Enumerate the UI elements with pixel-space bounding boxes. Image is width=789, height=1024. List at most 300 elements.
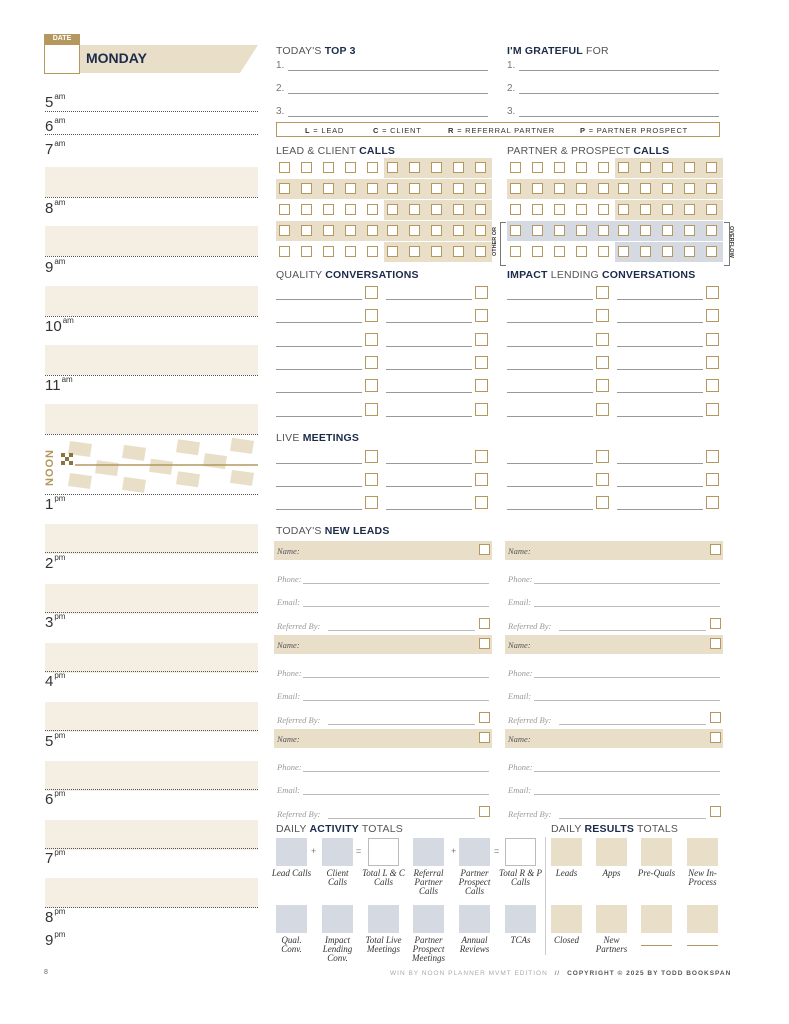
call-checkbox[interactable] — [554, 246, 565, 257]
call-checkbox[interactable] — [554, 162, 565, 173]
call-checkbox[interactable] — [409, 183, 420, 194]
call-checkbox[interactable] — [706, 225, 717, 236]
lead-phone-label: Phone: — [508, 668, 533, 678]
call-checkbox[interactable] — [323, 246, 334, 257]
lead-phone-line[interactable] — [534, 583, 720, 584]
lead-phone-line[interactable] — [534, 677, 720, 678]
call-checkbox[interactable] — [453, 183, 464, 194]
conversation-checkbox[interactable] — [706, 309, 719, 322]
call-checkbox[interactable] — [618, 225, 629, 236]
conversation-checkbox[interactable] — [596, 379, 609, 392]
conversation-line[interactable] — [386, 322, 472, 323]
conversation-line[interactable] — [276, 463, 362, 464]
call-checkbox[interactable] — [301, 162, 312, 173]
conversation-checkbox[interactable] — [365, 333, 378, 346]
call-checkbox[interactable] — [431, 162, 442, 173]
call-checkbox[interactable] — [532, 183, 543, 194]
call-checkbox[interactable] — [640, 162, 651, 173]
conversation-checkbox[interactable] — [706, 356, 719, 369]
call-checkbox[interactable] — [510, 204, 521, 215]
call-checkbox[interactable] — [640, 225, 651, 236]
conversation-checkbox[interactable] — [365, 286, 378, 299]
call-checkbox[interactable] — [409, 162, 420, 173]
time-divider — [45, 434, 258, 435]
hour-label: $7^{pm}$ — [45, 848, 66, 867]
call-checkbox[interactable] — [367, 204, 378, 215]
call-checkbox[interactable] — [618, 246, 629, 257]
lead-name-label: Name: — [277, 734, 300, 744]
lead-phone-line[interactable] — [303, 583, 489, 584]
activity-total-label: Impact Lending Conv. — [322, 935, 353, 963]
grateful-item-line[interactable] — [519, 116, 719, 117]
activity-total-box[interactable] — [368, 838, 399, 866]
call-checkbox[interactable] — [367, 183, 378, 194]
call-checkbox[interactable] — [532, 162, 543, 173]
call-checkbox[interactable] — [618, 204, 629, 215]
hour-label: $11^{am}$ — [45, 375, 73, 394]
top3-item-number: 3. — [276, 106, 285, 117]
conversation-line[interactable] — [617, 299, 703, 300]
lead-name-label: Name: — [508, 546, 531, 556]
lead-email-line[interactable] — [303, 700, 489, 701]
conversation-checkbox[interactable] — [475, 473, 488, 486]
lead-name-label: Name: — [277, 640, 300, 650]
lead-referred-checkbox[interactable] — [710, 618, 721, 629]
call-checkbox[interactable] — [662, 162, 673, 173]
impact-conversations-heading: IMPACT LENDING CONVERSATIONS — [507, 269, 696, 281]
conversation-line[interactable] — [617, 509, 703, 510]
conversation-checkbox[interactable] — [706, 333, 719, 346]
lead-referred-checkbox[interactable] — [479, 806, 490, 817]
lead-referred-label: Referred By: — [277, 809, 321, 819]
top3-item-number: 2. — [276, 83, 285, 94]
lead-name-row[interactable] — [505, 635, 723, 654]
result-total-box[interactable] — [641, 905, 672, 933]
call-checkbox[interactable] — [554, 183, 565, 194]
conversation-checkbox[interactable] — [365, 496, 378, 509]
live-meetings-heading: LIVE MEETINGS — [276, 432, 360, 444]
new-leads-heading: TODAY'S NEW LEADS — [276, 525, 390, 537]
lead-phone-label: Phone: — [277, 574, 302, 584]
conversation-checkbox[interactable] — [706, 403, 719, 416]
call-checkbox[interactable] — [706, 162, 717, 173]
activity-total-box[interactable] — [459, 838, 490, 866]
call-checkbox[interactable] — [684, 162, 695, 173]
conversation-checkbox[interactable] — [596, 356, 609, 369]
footer — [390, 970, 731, 977]
call-checkbox[interactable] — [640, 183, 651, 194]
lead-name-checkbox[interactable] — [479, 732, 490, 743]
hour-label: $5^{pm}$ — [45, 731, 66, 750]
call-checkbox[interactable] — [475, 204, 486, 215]
conversation-line[interactable] — [386, 346, 472, 347]
lead-email-label: Email: — [277, 785, 301, 795]
call-checkbox[interactable] — [576, 225, 587, 236]
result-total-box[interactable] — [596, 838, 627, 866]
schedule-block[interactable] — [45, 167, 258, 197]
conversation-line[interactable] — [276, 322, 362, 323]
conversation-line[interactable] — [507, 416, 593, 417]
hour-label: $8^{am}$ — [45, 198, 66, 217]
activity-total-label: Partner Prospect Calls — [458, 868, 491, 896]
result-total-box[interactable] — [596, 905, 627, 933]
conversation-checkbox[interactable] — [475, 403, 488, 416]
activity-total-box[interactable] — [413, 905, 444, 933]
call-checkbox[interactable] — [576, 162, 587, 173]
call-checkbox[interactable] — [662, 204, 673, 215]
lead-name-row[interactable] — [274, 541, 492, 560]
call-checkbox[interactable] — [640, 204, 651, 215]
result-total-box[interactable] — [687, 905, 718, 933]
activity-total-label: Client Calls — [326, 868, 349, 887]
conversation-checkbox[interactable] — [706, 450, 719, 463]
hour-label: $2^{pm}$ — [45, 553, 66, 572]
conversation-checkbox[interactable] — [706, 496, 719, 509]
schedule-block[interactable] — [45, 878, 258, 908]
lead-email-line[interactable] — [303, 606, 489, 607]
conversation-line[interactable] — [507, 463, 593, 464]
lead-name-row[interactable] — [505, 729, 723, 748]
conversation-checkbox[interactable] — [475, 450, 488, 463]
conversation-line[interactable] — [276, 299, 362, 300]
activity-total-box[interactable] — [459, 905, 490, 933]
activity-total-box[interactable] — [322, 838, 353, 866]
call-checkbox[interactable] — [387, 204, 398, 215]
call-checkbox[interactable] — [323, 162, 334, 173]
result-total-box[interactable] — [551, 838, 582, 866]
schedule-block[interactable] — [45, 524, 258, 554]
conversation-line[interactable] — [386, 509, 472, 510]
call-checkbox[interactable] — [618, 183, 629, 194]
call-checkbox[interactable] — [684, 204, 695, 215]
result-total-label: Pre-Quals — [637, 868, 676, 878]
lead-name-label: Name: — [277, 546, 300, 556]
activity-total-label: Partner Prospect Meetings — [412, 935, 445, 963]
call-checkbox[interactable] — [475, 162, 486, 173]
conversation-line[interactable] — [276, 392, 362, 393]
call-checkbox[interactable] — [279, 225, 290, 236]
lead-phone-label: Phone: — [277, 668, 302, 678]
conversation-checkbox[interactable] — [475, 333, 488, 346]
call-checkbox[interactable] — [387, 183, 398, 194]
call-checkbox[interactable] — [323, 204, 334, 215]
call-checkbox[interactable] — [323, 183, 334, 194]
call-checkbox[interactable] — [532, 246, 543, 257]
call-checkbox[interactable] — [510, 225, 521, 236]
conversation-checkbox[interactable] — [596, 496, 609, 509]
call-checkbox[interactable] — [431, 204, 442, 215]
call-checkbox[interactable] — [598, 204, 609, 215]
conversation-checkbox[interactable] — [475, 286, 488, 299]
schedule-block[interactable] — [45, 404, 258, 434]
conversation-line[interactable] — [386, 369, 472, 370]
call-checkbox[interactable] — [576, 246, 587, 257]
lead-phone-label: Phone: — [508, 762, 533, 772]
conversation-checkbox[interactable] — [706, 473, 719, 486]
footer-edition: WIN BY NOON PLANNER MVMT EDITION — [390, 970, 548, 977]
lead-email-label: Email: — [508, 691, 532, 701]
conversation-checkbox[interactable] — [706, 286, 719, 299]
result-total-box[interactable] — [687, 838, 718, 866]
call-checkbox[interactable] — [301, 183, 312, 194]
lead-name-row[interactable] — [274, 635, 492, 654]
call-checkbox[interactable] — [475, 183, 486, 194]
conversation-line[interactable] — [276, 509, 362, 510]
lead-email-line[interactable] — [534, 606, 720, 607]
conversation-checkbox[interactable] — [475, 356, 488, 369]
conversation-line[interactable] — [617, 322, 703, 323]
operator-symbol: + — [451, 846, 457, 856]
call-checkbox[interactable] — [279, 183, 290, 194]
activity-total-box[interactable] — [368, 905, 399, 933]
lead-phone-label: Phone: — [508, 574, 533, 584]
activity-total-box[interactable] — [505, 838, 536, 866]
call-checkbox[interactable] — [662, 246, 673, 257]
conversation-checkbox[interactable] — [706, 379, 719, 392]
top3-item-line[interactable] — [288, 93, 488, 94]
conversation-line[interactable] — [617, 346, 703, 347]
conversation-checkbox[interactable] — [365, 309, 378, 322]
conversation-checkbox[interactable] — [475, 309, 488, 322]
call-checkbox[interactable] — [684, 183, 695, 194]
date-box[interactable] — [44, 44, 80, 74]
lead-referred-line[interactable] — [559, 724, 706, 725]
call-checkbox[interactable] — [409, 204, 420, 215]
conversation-checkbox[interactable] — [596, 309, 609, 322]
call-checkbox[interactable] — [345, 162, 356, 173]
conversation-checkbox[interactable] — [365, 379, 378, 392]
conversation-checkbox[interactable] — [365, 473, 378, 486]
call-checkbox[interactable] — [598, 162, 609, 173]
call-checkbox[interactable] — [684, 246, 695, 257]
top3-item-line[interactable] — [288, 116, 488, 117]
hour-label: $7^{am}$ — [45, 139, 66, 158]
conversation-line[interactable] — [386, 463, 472, 464]
conversation-line[interactable] — [617, 486, 703, 487]
conversation-checkbox[interactable] — [365, 356, 378, 369]
conversation-line[interactable] — [507, 509, 593, 510]
call-checkbox[interactable] — [618, 162, 629, 173]
grateful-item-line[interactable] — [519, 70, 719, 71]
conversation-checkbox[interactable] — [365, 450, 378, 463]
call-checkbox[interactable] — [532, 204, 543, 215]
call-checkbox[interactable] — [301, 246, 312, 257]
lead-name-checkbox[interactable] — [479, 544, 490, 555]
call-checkbox[interactable] — [431, 183, 442, 194]
call-checkbox[interactable] — [706, 204, 717, 215]
hour-label: $3^{pm}$ — [45, 612, 66, 631]
other-or-label: OTHER OR — [492, 226, 498, 256]
activity-total-box[interactable] — [322, 905, 353, 933]
call-checkbox[interactable] — [279, 246, 290, 257]
grateful-item-number: 1. — [507, 60, 516, 71]
call-checkbox[interactable] — [301, 225, 312, 236]
activity-total-box[interactable] — [276, 838, 307, 866]
lead-referred-checkbox[interactable] — [479, 712, 490, 723]
activity-total-box[interactable] — [413, 838, 444, 866]
activity-total-box[interactable] — [276, 905, 307, 933]
call-checkbox[interactable] — [387, 162, 398, 173]
conversation-line[interactable] — [386, 416, 472, 417]
legend-item: C = CLIENT — [373, 126, 422, 135]
call-checkbox[interactable] — [279, 162, 290, 173]
conversation-line[interactable] — [386, 392, 472, 393]
call-checkbox[interactable] — [453, 225, 464, 236]
call-checkbox[interactable] — [598, 225, 609, 236]
call-checkbox[interactable] — [576, 183, 587, 194]
call-checkbox[interactable] — [706, 183, 717, 194]
lead-email-label: Email: — [277, 691, 301, 701]
conversation-line[interactable] — [617, 463, 703, 464]
call-checkbox[interactable] — [279, 204, 290, 215]
schedule-block[interactable] — [45, 226, 258, 256]
call-checkbox[interactable] — [345, 225, 356, 236]
conversation-checkbox[interactable] — [475, 379, 488, 392]
conversation-line[interactable] — [507, 346, 593, 347]
schedule-block[interactable] — [45, 286, 258, 316]
lead-referred-label: Referred By: — [508, 809, 552, 819]
call-checkbox[interactable] — [431, 225, 442, 236]
schedule-block[interactable] — [45, 345, 258, 375]
call-checkbox[interactable] — [598, 183, 609, 194]
call-checkbox[interactable] — [409, 225, 420, 236]
schedule-block[interactable] — [45, 702, 258, 732]
conversation-line[interactable] — [386, 486, 472, 487]
conversation-line[interactable] — [386, 299, 472, 300]
call-checkbox[interactable] — [662, 183, 673, 194]
activity-totals-heading: DAILY ACTIVITY TOTALS — [276, 823, 403, 835]
call-checkbox[interactable] — [387, 246, 398, 257]
call-checkbox[interactable] — [301, 204, 312, 215]
lead-referred-line[interactable] — [328, 724, 475, 725]
lead-email-line[interactable] — [534, 700, 720, 701]
call-checkbox[interactable] — [345, 183, 356, 194]
conversation-checkbox[interactable] — [596, 333, 609, 346]
lead-referred-line[interactable] — [559, 630, 706, 631]
time-divider — [45, 316, 258, 317]
hour-label: $1^{pm}$ — [45, 494, 66, 513]
conversation-line[interactable] — [507, 392, 593, 393]
lead-referred-checkbox[interactable] — [479, 618, 490, 629]
conversation-line[interactable] — [507, 322, 593, 323]
operator-symbol: = — [356, 846, 362, 856]
lead-name-checkbox[interactable] — [710, 732, 721, 743]
call-checkbox[interactable] — [475, 225, 486, 236]
call-checkbox[interactable] — [640, 246, 651, 257]
conversation-checkbox[interactable] — [596, 286, 609, 299]
conversation-line[interactable] — [617, 369, 703, 370]
result-blank-line[interactable] — [641, 945, 672, 946]
schedule-block[interactable] — [45, 820, 258, 850]
lead-name-row[interactable] — [505, 541, 723, 560]
call-checkbox[interactable] — [684, 225, 695, 236]
lead-referred-checkbox[interactable] — [710, 712, 721, 723]
lead-referred-line[interactable] — [559, 818, 706, 819]
activity-total-label: TCAs — [510, 935, 531, 945]
conversation-checkbox[interactable] — [365, 403, 378, 416]
hour-label: $6^{pm}$ — [45, 789, 66, 808]
lead-phone-line[interactable] — [303, 677, 489, 678]
call-checkbox[interactable] — [576, 204, 587, 215]
result-blank-line[interactable] — [687, 945, 718, 946]
schedule-block[interactable] — [45, 761, 258, 791]
call-checkbox[interactable] — [387, 225, 398, 236]
results-totals-heading: DAILY RESULTS TOTALS — [551, 823, 679, 835]
call-checkbox[interactable] — [510, 162, 521, 173]
call-checkbox[interactable] — [453, 204, 464, 215]
conversation-line[interactable] — [507, 486, 593, 487]
call-checkbox[interactable] — [706, 246, 717, 257]
lead-name-row[interactable] — [274, 729, 492, 748]
lead-referred-checkbox[interactable] — [710, 806, 721, 817]
call-checkbox[interactable] — [554, 204, 565, 215]
activity-total-label: Total L & C Calls — [362, 868, 405, 887]
lead-referred-line[interactable] — [328, 630, 475, 631]
conversation-line[interactable] — [617, 392, 703, 393]
call-checkbox[interactable] — [345, 246, 356, 257]
call-checkbox[interactable] — [598, 246, 609, 257]
conversation-line[interactable] — [276, 369, 362, 370]
call-checkbox[interactable] — [409, 246, 420, 257]
hour-label: $10^{am}$ — [45, 316, 74, 335]
call-checkbox[interactable] — [662, 225, 673, 236]
lead-email-line[interactable] — [303, 794, 489, 795]
lead-phone-line[interactable] — [534, 771, 720, 772]
conversation-line[interactable] — [617, 416, 703, 417]
lead-referred-line[interactable] — [328, 818, 475, 819]
call-checkbox[interactable] — [554, 225, 565, 236]
call-checkbox[interactable] — [510, 246, 521, 257]
conversation-line[interactable] — [276, 416, 362, 417]
call-checkbox[interactable] — [475, 246, 486, 257]
lead-name-checkbox[interactable] — [479, 638, 490, 649]
top3-item-line[interactable] — [288, 70, 488, 71]
time-divider — [45, 134, 258, 135]
lead-email-line[interactable] — [534, 794, 720, 795]
result-total-box[interactable] — [551, 905, 582, 933]
call-checkbox[interactable] — [453, 162, 464, 173]
conversation-checkbox[interactable] — [596, 450, 609, 463]
call-checkbox[interactable] — [345, 204, 356, 215]
schedule-block[interactable] — [45, 584, 258, 614]
call-checkbox[interactable] — [367, 162, 378, 173]
activity-total-box[interactable] — [505, 905, 536, 933]
conversation-checkbox[interactable] — [475, 496, 488, 509]
call-checkbox[interactable] — [532, 225, 543, 236]
legend-bar — [276, 122, 720, 137]
call-checkbox[interactable] — [367, 246, 378, 257]
conversation-line[interactable] — [507, 299, 593, 300]
result-total-box[interactable] — [641, 838, 672, 866]
grateful-item-line[interactable] — [519, 93, 719, 94]
call-checkbox[interactable] — [453, 246, 464, 257]
conversation-line[interactable] — [276, 346, 362, 347]
conversation-checkbox[interactable] — [596, 403, 609, 416]
conversation-line[interactable] — [507, 369, 593, 370]
lead-name-checkbox[interactable] — [710, 638, 721, 649]
call-checkbox[interactable] — [323, 225, 334, 236]
call-checkbox[interactable] — [510, 183, 521, 194]
top3-item-number: 1. — [276, 60, 285, 71]
call-checkbox[interactable] — [367, 225, 378, 236]
conversation-checkbox[interactable] — [596, 473, 609, 486]
call-checkbox[interactable] — [431, 246, 442, 257]
lead-phone-line[interactable] — [303, 771, 489, 772]
schedule-block[interactable] — [45, 643, 258, 673]
conversation-line[interactable] — [276, 486, 362, 487]
lead-name-checkbox[interactable] — [710, 544, 721, 555]
activity-total-label: Referral Partner Calls — [413, 868, 444, 896]
